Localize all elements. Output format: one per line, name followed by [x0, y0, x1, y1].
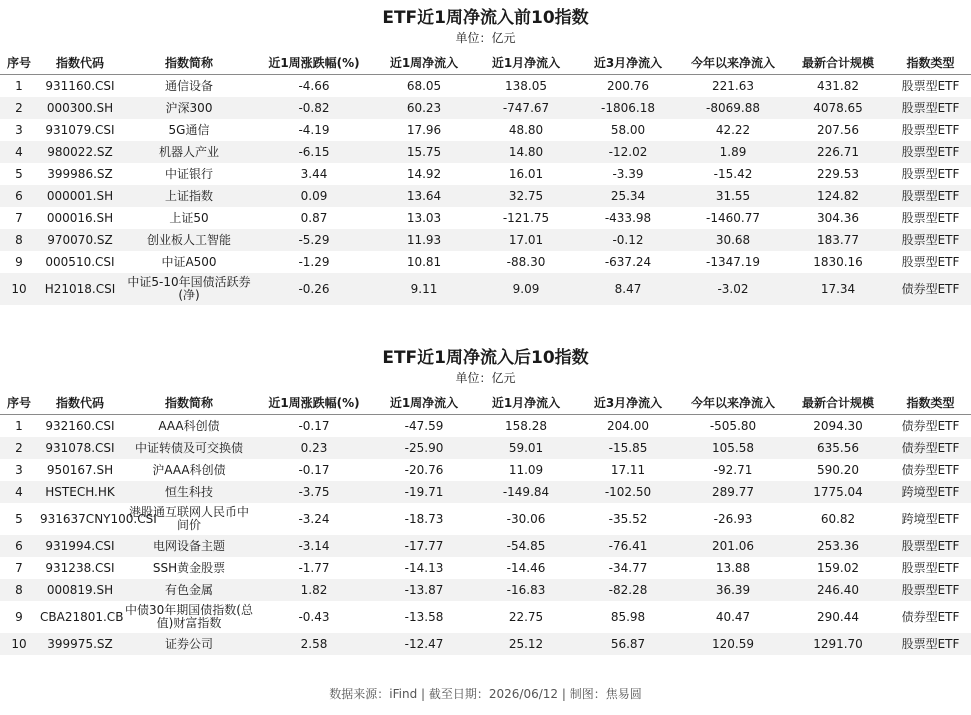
cell-ytd-inflow: 13.88	[715, 560, 751, 575]
cell-3m-inflow: -35.52	[608, 511, 648, 526]
bottom-inflow-section	[0, 346, 971, 655]
col-header-no: 序号	[0, 390, 38, 415]
cell-size: 124.82	[786, 185, 890, 207]
cell-1w-inflow: -20.76	[404, 462, 444, 477]
table-row	[0, 75, 971, 98]
cell-name: 中证银行	[164, 166, 213, 181]
col-header-ytd-inflow: 今年以来净流入	[680, 50, 786, 75]
cell-code: 980022.SZ	[38, 141, 122, 163]
cell-weekly-change: -4.19	[298, 122, 330, 137]
cell-size: 253.36	[786, 535, 890, 557]
cell-no: 7	[15, 210, 23, 225]
cell-size: 207.56	[817, 122, 859, 137]
cell-code: 399986.SZ	[47, 166, 113, 181]
cell-code: 000819.SH	[38, 579, 122, 601]
cell-name: 中证A500	[161, 254, 217, 269]
col-header-3m-inflow: 近3月净流入	[576, 50, 680, 75]
cell-ytd-inflow: -3.02	[680, 273, 786, 305]
cell-size: 290.44	[817, 609, 859, 624]
cell-no: 10	[0, 273, 38, 305]
cell-3m-inflow: -102.50	[576, 481, 680, 503]
cell-3m-inflow: 17.11	[610, 462, 646, 477]
cell-weekly-change: -1.29	[298, 254, 330, 269]
cell-1m-inflow: 59.01	[476, 437, 576, 459]
cell-1w-inflow: 13.03	[406, 210, 442, 225]
cell-3m-inflow: -0.12	[576, 229, 680, 251]
table-row	[0, 119, 971, 141]
cell-3m-inflow: 8.47	[576, 273, 680, 305]
cell-1w-inflow: 15.75	[372, 141, 476, 163]
cell-no: 3	[15, 122, 23, 137]
cell-code: 931079.CSI	[45, 122, 115, 137]
cell-1m-inflow: 32.75	[476, 185, 576, 207]
cell-1m-inflow: -54.85	[476, 535, 576, 557]
cell-1w-inflow: 14.92	[406, 166, 442, 181]
cell-no: 4	[0, 481, 38, 503]
cell-no: 1	[15, 418, 23, 433]
cell-1w-inflow: 11.93	[372, 229, 476, 251]
cell-1m-inflow: 22.75	[508, 609, 544, 624]
cell-type: 债券型ETF	[901, 462, 960, 477]
cell-weekly-change: -0.17	[298, 462, 330, 477]
cell-name: 创业板人工智能	[122, 229, 256, 251]
cell-3m-inflow: -15.85	[576, 437, 680, 459]
cell-name: 港股通互联网人民币中间价	[128, 505, 249, 532]
cell-1m-inflow: -121.75	[502, 210, 550, 225]
col-header-size: 最新合计规模	[786, 390, 890, 415]
table-row	[0, 503, 971, 535]
cell-name: 上证50	[169, 210, 209, 225]
cell-weekly-change: -0.82	[256, 97, 372, 119]
cell-ytd-inflow: 42.22	[715, 122, 751, 137]
table-row	[0, 273, 971, 305]
cell-type: 跨境型ETF	[901, 511, 960, 526]
bottom-table-unit: 单位：亿元	[455, 371, 516, 385]
cell-code: 931637CNY100.CSI	[40, 511, 157, 526]
cell-1m-inflow: 9.09	[476, 273, 576, 305]
cell-name: AAA科创债	[158, 418, 220, 433]
col-header-code: 指数代码	[38, 50, 122, 75]
cell-ytd-inflow: -1460.77	[706, 210, 760, 225]
top-inflow-table	[0, 50, 971, 305]
table-header-row	[0, 50, 971, 75]
cell-size: 1830.16	[813, 254, 863, 269]
cell-code: 931994.CSI	[38, 535, 122, 557]
cell-name: 电网设备主题	[122, 535, 256, 557]
cell-1w-inflow: -13.58	[404, 609, 444, 624]
cell-type: 债券型ETF	[890, 437, 971, 459]
cell-no: 3	[15, 462, 23, 477]
col-header-ytd-inflow: 今年以来净流入	[680, 390, 786, 415]
cell-no: 9	[15, 609, 23, 624]
cell-ytd-inflow: -26.93	[713, 511, 753, 526]
cell-size: 2094.30	[813, 418, 863, 433]
cell-1w-inflow: -12.47	[372, 633, 476, 655]
table-row	[0, 481, 971, 503]
cell-weekly-change: -1.77	[298, 560, 330, 575]
cell-code: 000001.SH	[38, 185, 122, 207]
cell-type: 跨境型ETF	[890, 481, 971, 503]
cell-1w-inflow: -25.90	[372, 437, 476, 459]
cell-code: HSTECH.HK	[38, 481, 122, 503]
cell-weekly-change: 0.23	[256, 437, 372, 459]
cell-size: 590.20	[817, 462, 859, 477]
cell-code: 950167.SH	[46, 462, 114, 477]
cell-no: 10	[0, 633, 38, 655]
cell-size: 1291.70	[786, 633, 890, 655]
cell-type: 股票型ETF	[890, 229, 971, 251]
col-header-type: 指数类型	[890, 390, 971, 415]
cell-weekly-change: 3.44	[300, 166, 328, 181]
cell-weekly-change: 0.87	[300, 210, 328, 225]
cell-type: 股票型ETF	[890, 185, 971, 207]
cell-1w-inflow: 60.23	[372, 97, 476, 119]
col-header-no: 序号	[0, 50, 38, 75]
cell-no: 5	[15, 166, 23, 181]
cell-3m-inflow: -1806.18	[576, 97, 680, 119]
cell-1m-inflow: 14.80	[476, 141, 576, 163]
cell-weekly-change: -0.26	[256, 273, 372, 305]
cell-weekly-change: -0.43	[298, 609, 330, 624]
col-header-name: 指数简称	[122, 50, 256, 75]
cell-no: 6	[0, 185, 38, 207]
cell-size: 60.82	[820, 511, 856, 526]
cell-size: 431.82	[817, 78, 859, 93]
cell-type: 股票型ETF	[901, 560, 960, 575]
cell-no: 7	[15, 560, 23, 575]
cell-weekly-change: 1.82	[256, 579, 372, 601]
cell-size: 4078.65	[786, 97, 890, 119]
table-row	[0, 535, 971, 557]
cell-1w-inflow: 13.64	[372, 185, 476, 207]
cell-name: 中证转债及可交换债	[122, 437, 256, 459]
cell-1m-inflow: 11.09	[508, 462, 544, 477]
cell-3m-inflow: -3.39	[612, 166, 644, 181]
cell-weekly-change: -3.75	[256, 481, 372, 503]
cell-code: 932160.CSI	[45, 418, 115, 433]
cell-1w-inflow: -13.87	[372, 579, 476, 601]
cell-ytd-inflow: 31.55	[680, 185, 786, 207]
top-table-title: ETF近1周净流入前10指数	[382, 8, 589, 28]
cell-weekly-change: -0.17	[298, 418, 330, 433]
cell-code: 000016.SH	[46, 210, 114, 225]
cell-3m-inflow: 25.34	[576, 185, 680, 207]
cell-ytd-inflow: 221.63	[712, 78, 754, 93]
top-table-unit: 单位：亿元	[455, 31, 516, 45]
table-row	[0, 601, 971, 633]
cell-ytd-inflow: 36.39	[680, 579, 786, 601]
col-header-1w-inflow: 近1周净流入	[372, 50, 476, 75]
cell-1w-inflow: 10.81	[406, 254, 442, 269]
col-header-code: 指数代码	[38, 390, 122, 415]
cell-type: 债券型ETF	[890, 273, 971, 305]
cell-ytd-inflow: -92.71	[713, 462, 753, 477]
cell-code: H21018.CSI	[38, 273, 122, 305]
table-row	[0, 97, 971, 119]
cell-1m-inflow: 17.01	[476, 229, 576, 251]
col-header-weekly-change: 近1周涨跌幅(%)	[256, 390, 372, 415]
cell-name: 沪AAA科创债	[152, 462, 226, 477]
cell-type: 股票型ETF	[901, 122, 960, 137]
col-header-1m-inflow: 近1月净流入	[476, 50, 576, 75]
cell-size: 304.36	[817, 210, 859, 225]
cell-code: 970070.SZ	[38, 229, 122, 251]
table-row	[0, 207, 971, 229]
cell-type: 股票型ETF	[890, 633, 971, 655]
cell-name: 上证指数	[122, 185, 256, 207]
cell-3m-inflow: -433.98	[604, 210, 652, 225]
cell-ytd-inflow: -505.80	[709, 418, 757, 433]
cell-size: 226.71	[786, 141, 890, 163]
cell-name: 中证5-10年国债活跃券(净)	[122, 273, 256, 305]
cell-weekly-change: 0.09	[256, 185, 372, 207]
cell-ytd-inflow: -8069.88	[680, 97, 786, 119]
cell-size: 17.34	[786, 273, 890, 305]
cell-name: 证券公司	[122, 633, 256, 655]
cell-type: 股票型ETF	[901, 254, 960, 269]
cell-weekly-change: -3.14	[256, 535, 372, 557]
cell-ytd-inflow: 40.47	[715, 609, 751, 624]
cell-3m-inflow: -637.24	[604, 254, 652, 269]
cell-1m-inflow: -747.67	[476, 97, 576, 119]
cell-size: 635.56	[786, 437, 890, 459]
cell-1m-inflow: 138.05	[505, 78, 547, 93]
col-header-1w-inflow: 近1周净流入	[372, 390, 476, 415]
table-row	[0, 437, 971, 459]
cell-1w-inflow: -47.59	[404, 418, 444, 433]
cell-no: 8	[0, 229, 38, 251]
cell-1m-inflow: -30.06	[506, 511, 546, 526]
cell-3m-inflow: -34.77	[608, 560, 648, 575]
table-row	[0, 557, 971, 579]
cell-name: 通信设备	[164, 78, 213, 93]
table-row	[0, 163, 971, 185]
source-footer: 数据来源：iFind | 截至日期：2026/06/12 | 制图：焦易圆	[329, 687, 642, 701]
cell-code: 399975.SZ	[38, 633, 122, 655]
table-row	[0, 185, 971, 207]
cell-3m-inflow: 200.76	[607, 78, 649, 93]
cell-ytd-inflow: -15.42	[713, 166, 753, 181]
table-row	[0, 229, 971, 251]
top-inflow-section	[0, 6, 971, 305]
cell-1m-inflow: -16.83	[476, 579, 576, 601]
cell-1m-inflow: 16.01	[508, 166, 544, 181]
cell-size: 1775.04	[786, 481, 890, 503]
cell-weekly-change: -6.15	[256, 141, 372, 163]
cell-1m-inflow: 25.12	[476, 633, 576, 655]
cell-name: 机器人产业	[122, 141, 256, 163]
cell-1w-inflow: 17.96	[406, 122, 442, 137]
cell-3m-inflow: -82.28	[576, 579, 680, 601]
table-header-row	[0, 390, 971, 415]
cell-type: 股票型ETF	[890, 97, 971, 119]
cell-1w-inflow: -17.77	[372, 535, 476, 557]
cell-no: 9	[15, 254, 23, 269]
cell-type: 股票型ETF	[901, 166, 960, 181]
cell-name: 恒生科技	[122, 481, 256, 503]
table-row	[0, 251, 971, 273]
cell-name: 中债30年期国债指数(总值)财富指数	[125, 603, 253, 630]
cell-ytd-inflow: 1.89	[680, 141, 786, 163]
cell-code: 931238.CSI	[45, 560, 115, 575]
cell-no: 5	[15, 511, 23, 526]
cell-ytd-inflow: 120.59	[680, 633, 786, 655]
cell-type: 债券型ETF	[901, 418, 960, 433]
cell-code: 000510.CSI	[45, 254, 115, 269]
cell-1w-inflow: 9.11	[372, 273, 476, 305]
cell-3m-inflow: 56.87	[576, 633, 680, 655]
table-row	[0, 633, 971, 655]
cell-ytd-inflow: 30.68	[680, 229, 786, 251]
cell-no: 1	[15, 78, 23, 93]
col-header-1m-inflow: 近1月净流入	[476, 390, 576, 415]
cell-weekly-change: 2.58	[256, 633, 372, 655]
cell-name: 5G通信	[168, 122, 210, 137]
col-header-type: 指数类型	[890, 50, 971, 75]
table-row	[0, 459, 971, 481]
cell-ytd-inflow: 105.58	[680, 437, 786, 459]
cell-ytd-inflow: -1347.19	[706, 254, 760, 269]
cell-code: 000300.SH	[38, 97, 122, 119]
cell-name: SSH黄金股票	[152, 560, 226, 575]
cell-code: CBA21801.CB	[40, 609, 124, 624]
col-header-weekly-change: 近1周涨跌幅(%)	[256, 50, 372, 75]
col-header-size: 最新合计规模	[786, 50, 890, 75]
cell-ytd-inflow: 201.06	[680, 535, 786, 557]
cell-1m-inflow: -14.46	[506, 560, 546, 575]
bottom-inflow-table	[0, 390, 971, 655]
cell-no: 4	[0, 141, 38, 163]
cell-type: 股票型ETF	[901, 78, 960, 93]
cell-size: 183.77	[786, 229, 890, 251]
cell-no: 2	[0, 437, 38, 459]
cell-weekly-change: -4.66	[298, 78, 330, 93]
bottom-table-title: ETF近1周净流入后10指数	[382, 348, 589, 368]
cell-3m-inflow: 204.00	[607, 418, 649, 433]
cell-1w-inflow: -14.13	[404, 560, 444, 575]
cell-size: 246.40	[786, 579, 890, 601]
cell-3m-inflow: 58.00	[610, 122, 646, 137]
cell-type: 债券型ETF	[901, 609, 960, 624]
table-row	[0, 415, 971, 438]
cell-3m-inflow: -12.02	[576, 141, 680, 163]
cell-type: 股票型ETF	[890, 535, 971, 557]
cell-1m-inflow: 158.28	[505, 418, 547, 433]
cell-weekly-change: -5.29	[256, 229, 372, 251]
cell-type: 股票型ETF	[890, 579, 971, 601]
cell-no: 8	[0, 579, 38, 601]
cell-size: 159.02	[817, 560, 859, 575]
cell-type: 股票型ETF	[901, 210, 960, 225]
cell-3m-inflow: 85.98	[610, 609, 646, 624]
cell-1w-inflow: -18.73	[404, 511, 444, 526]
cell-code: 931078.CSI	[38, 437, 122, 459]
cell-1m-inflow: -149.84	[476, 481, 576, 503]
table-row	[0, 141, 971, 163]
cell-no: 6	[0, 535, 38, 557]
cell-code: 931160.CSI	[45, 78, 115, 93]
cell-weekly-change: -3.24	[298, 511, 330, 526]
cell-1m-inflow: 48.80	[508, 122, 544, 137]
cell-name: 有色金属	[122, 579, 256, 601]
cell-1w-inflow: 68.05	[406, 78, 442, 93]
cell-name: 沪深300	[122, 97, 256, 119]
table-row	[0, 579, 971, 601]
col-header-3m-inflow: 近3月净流入	[576, 390, 680, 415]
cell-1w-inflow: -19.71	[372, 481, 476, 503]
cell-size: 229.53	[817, 166, 859, 181]
cell-ytd-inflow: 289.77	[680, 481, 786, 503]
cell-no: 2	[0, 97, 38, 119]
col-header-name: 指数简称	[122, 390, 256, 415]
cell-type: 股票型ETF	[890, 141, 971, 163]
cell-3m-inflow: -76.41	[576, 535, 680, 557]
cell-1m-inflow: -88.30	[506, 254, 546, 269]
